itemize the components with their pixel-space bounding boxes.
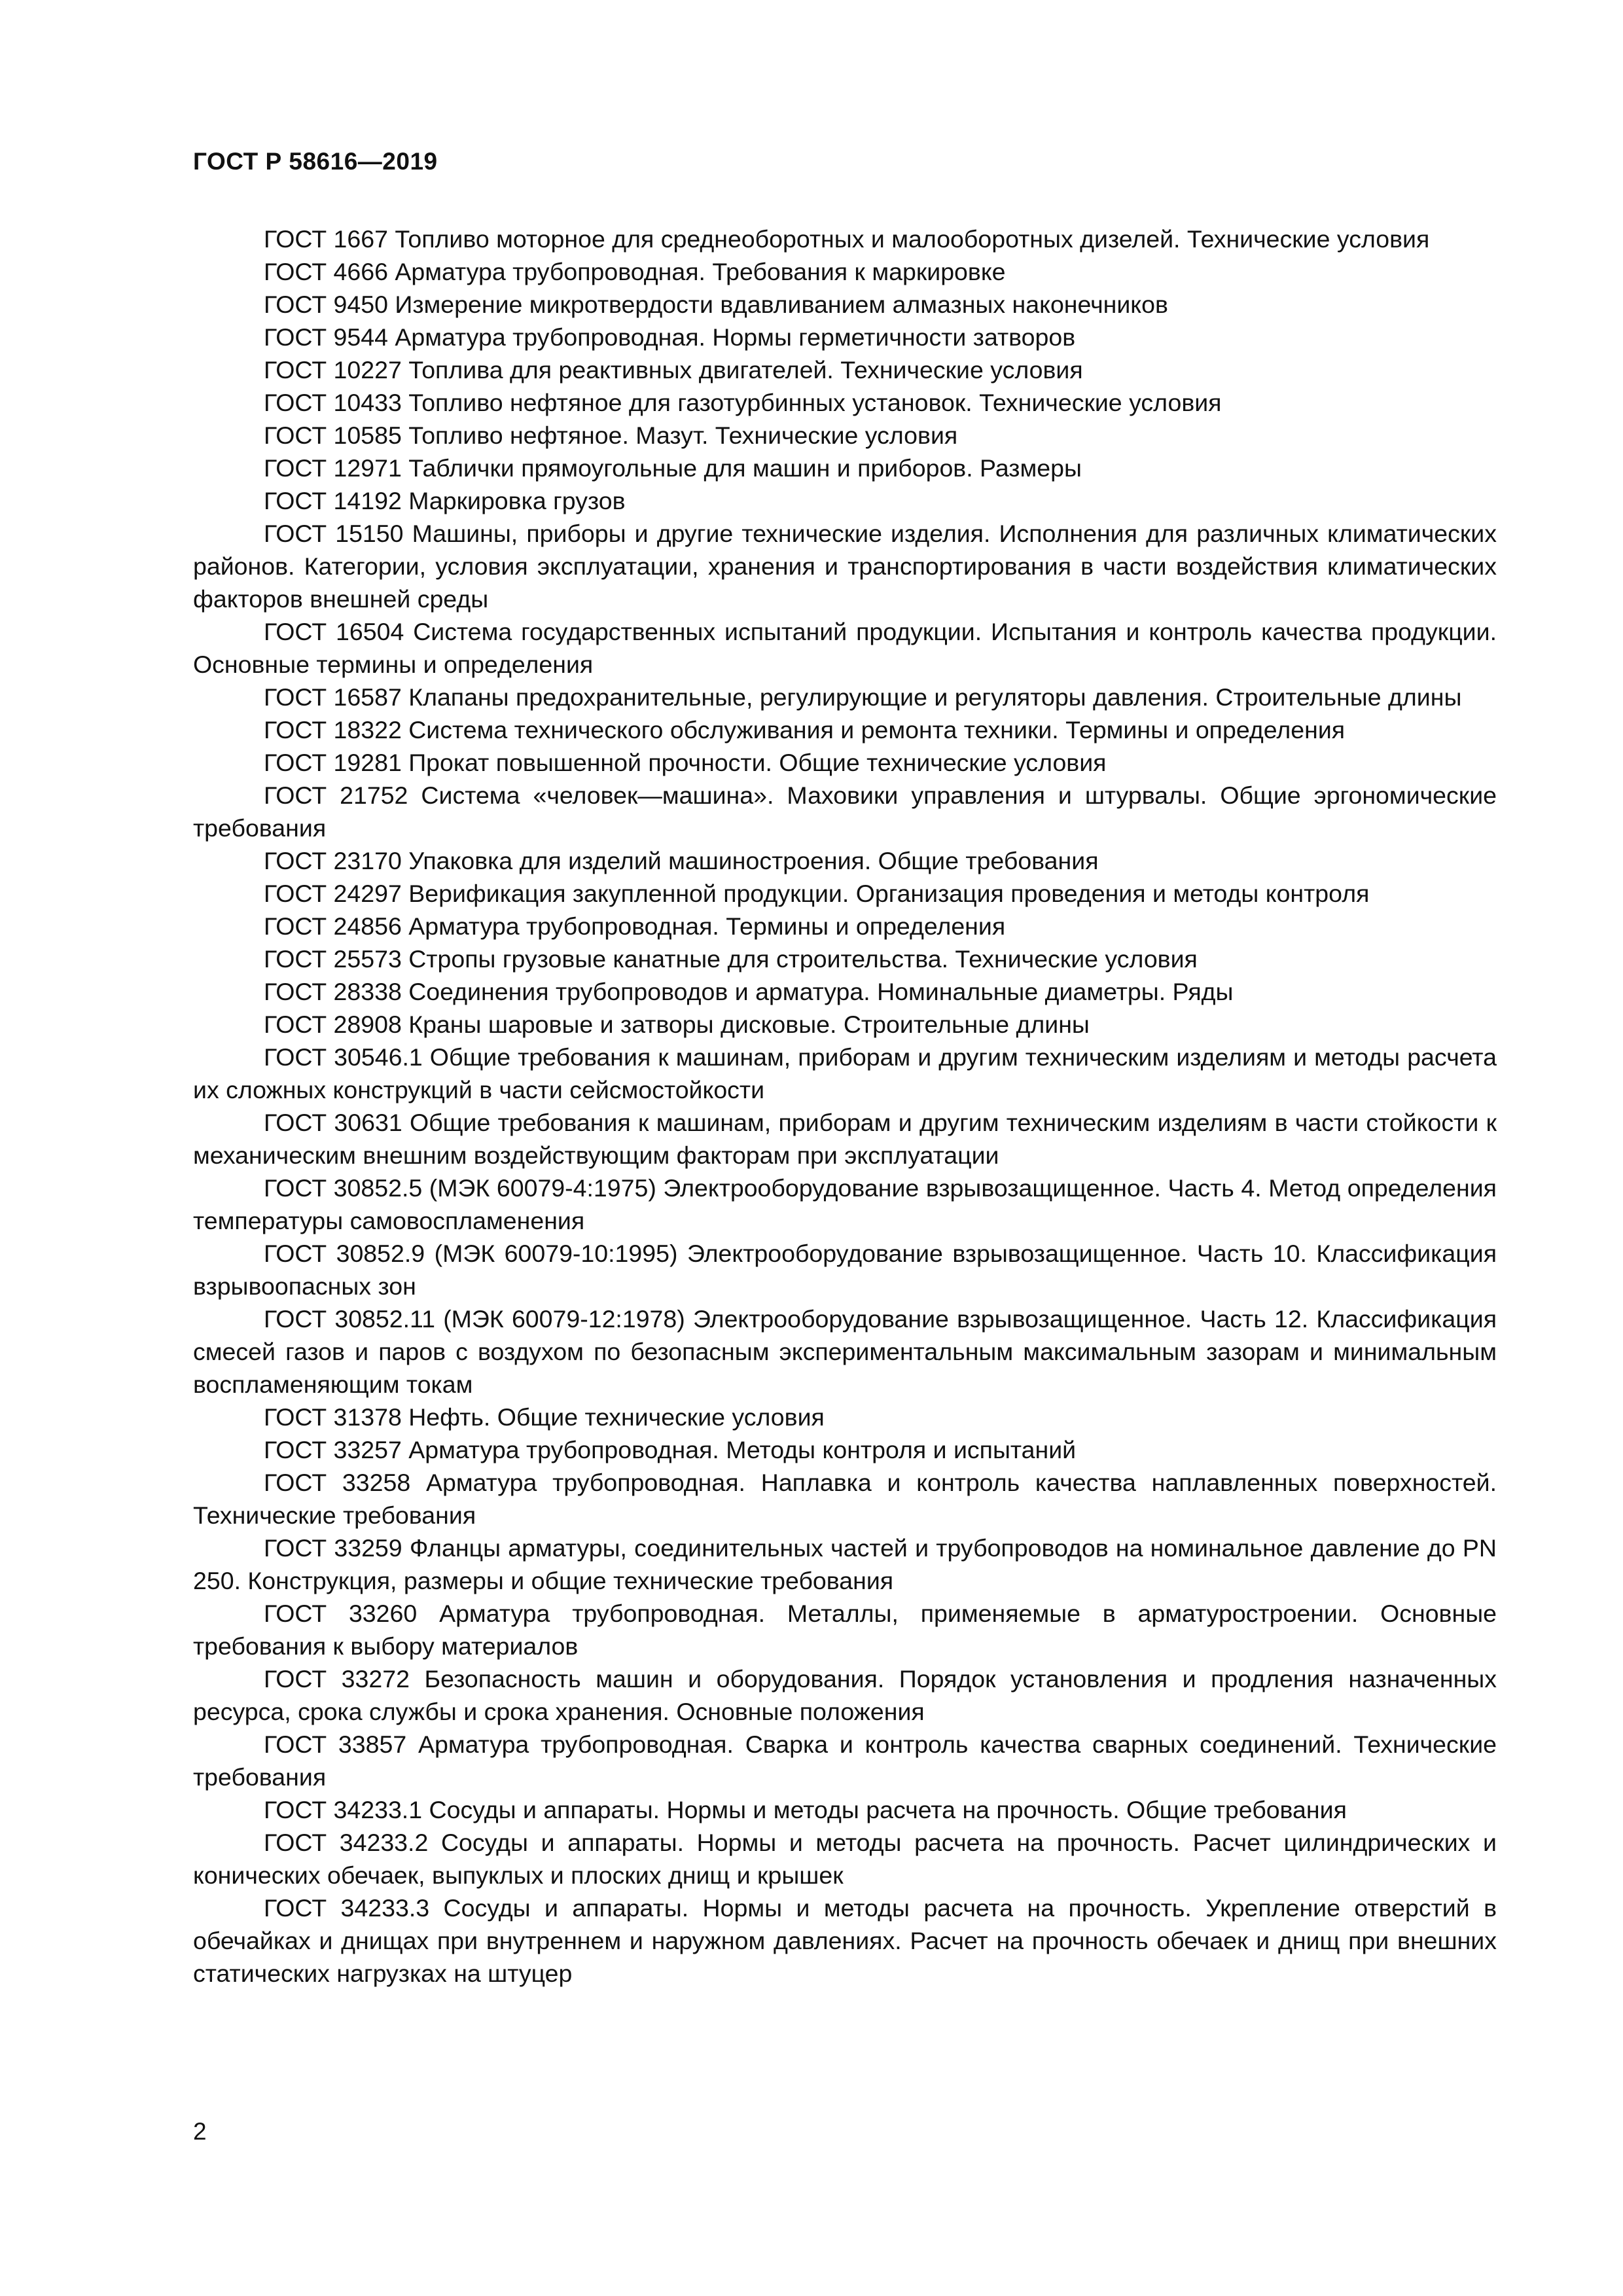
- reference-item: ГОСТ 34233.2 Сосуды и аппараты. Нормы и методы расчета на прочность. Расчет цилиндрических и конических обечаек, выпуклых и плоских днищ и крышек: [193, 1829, 1497, 1889]
- reference-item: ГОСТ 30852.5 (МЭК 60079-4:1975) Электрооборудование взрывозащищенное. Часть 4. Метод определения температуры самовоспламенения: [193, 1174, 1497, 1234]
- reference-item: ГОСТ 18322 Система технического обслуживания и ремонта техники. Термины и определения: [264, 716, 1346, 744]
- reference-item: ГОСТ 31378 Нефть. Общие технические условия: [264, 1403, 825, 1431]
- reference-item: ГОСТ 33257 Арматура трубопроводная. Методы контроля и испытаний: [264, 1436, 1077, 1463]
- reference-item: ГОСТ 28908 Краны шаровые и затворы дисковые. Строительные длины: [264, 1011, 1090, 1038]
- reference-item: ГОСТ 10227 Топлива для реактивных двигателей. Технические условия: [264, 356, 1083, 384]
- document-header: ГОСТ Р 58616—2019: [193, 148, 438, 175]
- reference-item: ГОСТ 9544 Арматура трубопроводная. Нормы герметичности затворов: [264, 323, 1076, 351]
- reference-item: ГОСТ 23170 Упаковка для изделий машиностроения. Общие требования: [264, 847, 1099, 874]
- reference-item: ГОСТ 30852.9 (МЭК 60079-10:1995) Электрооборудование взрывозащищенное. Часть 10. Классификация взрывоопасных зон: [193, 1240, 1497, 1300]
- reference-item: ГОСТ 10585 Топливо нефтяное. Мазут. Технические условия: [264, 422, 958, 449]
- reference-item: ГОСТ 33260 Арматура трубопроводная. Металлы, применяемые в арматуростроении. Основные требования к выбору материалов: [193, 1600, 1497, 1660]
- reference-item: ГОСТ 33857 Арматура трубопроводная. Сварка и контроль качества сварных соединений. Технические требования: [193, 1731, 1497, 1791]
- reference-item: ГОСТ 9450 Измерение микротвердости вдавливанием алмазных наконечников: [264, 291, 1168, 318]
- reference-item: ГОСТ 30852.11 (МЭК 60079-12:1978) Электрооборудование взрывозащищенное. Часть 12. Классификация смесей газов и паров с воздухом по безопасным экспериментальным максимальным зазорам и минимальным воспламеняющим токам: [193, 1305, 1497, 1398]
- reference-item: ГОСТ 15150 Машины, приборы и другие технические изделия. Исполнения для различных климатических районов. Категории, условия эксплуатации, хранения и транспортирования в части воздействия климатических факторов внешней среды: [193, 520, 1497, 613]
- reference-item: ГОСТ 34233.3 Сосуды и аппараты. Нормы и методы расчета на прочность. Укрепление отверстий в обечайках и днищах при внутреннем и наружном давлениях. Расчет на прочность обечаек и днищ при внешних статических нагрузках на штуцер: [193, 1894, 1497, 1987]
- reference-item: ГОСТ 16587 Клапаны предохранительные, регулирующие и регуляторы давления. Строительные длины: [264, 683, 1462, 711]
- reference-item: ГОСТ 33258 Арматура трубопроводная. Наплавка и контроль качества наплавленных поверхностей. Технические требования: [193, 1469, 1497, 1529]
- normative-references-list: [193, 223, 1497, 1990]
- reference-item: ГОСТ 30631 Общие требования к машинам, приборам и другим техническим изделиям в части стойкости к механическим внешним воздействующим факторам при эксплуатации: [193, 1109, 1497, 1169]
- reference-item: ГОСТ 24297 Верификация закупленной продукции. Организация проведения и методы контроля: [264, 880, 1370, 907]
- reference-item: ГОСТ 14192 Маркировка грузов: [264, 487, 626, 514]
- reference-item: ГОСТ 19281 Прокат повышенной прочности. Общие технические условия: [264, 749, 1107, 776]
- reference-item: ГОСТ 16504 Система государственных испытаний продукции. Испытания и контроль качества продукции. Основные термины и определения: [193, 618, 1497, 678]
- reference-item: ГОСТ 33259 Фланцы арматуры, соединительных частей и трубопроводов на номинальное давление до PN 250. Конструкция, размеры и общие технические требования: [193, 1534, 1497, 1594]
- reference-item: ГОСТ 21752 Система «человек—машина». Маховики управления и штурвалы. Общие эргономические требования: [193, 781, 1497, 842]
- reference-item: ГОСТ 1667 Топливо моторное для среднеоборотных и малооборотных дизелей. Технические условия: [264, 225, 1430, 253]
- reference-item: ГОСТ 28338 Соединения трубопроводов и арматура. Номинальные диаметры. Ряды: [264, 978, 1234, 1005]
- reference-item: ГОСТ 33272 Безопасность машин и оборудования. Порядок установления и продления назначенных ресурса, срока службы и срока хранения. Основные положения: [193, 1665, 1497, 1725]
- reference-item: ГОСТ 25573 Стропы грузовые канатные для строительства. Технические условия: [264, 945, 1198, 973]
- reference-item: ГОСТ 4666 Арматура трубопроводная. Требования к маркировке: [264, 258, 1006, 285]
- reference-item: ГОСТ 10433 Топливо нефтяное для газотурбинных установок. Технические условия: [264, 389, 1222, 416]
- reference-item: ГОСТ 12971 Таблички прямоугольные для машин и приборов. Размеры: [264, 454, 1082, 482]
- page-number: 2: [193, 2118, 207, 2145]
- reference-item: ГОСТ 24856 Арматура трубопроводная. Термины и определения: [264, 912, 1006, 940]
- reference-item: ГОСТ 34233.1 Сосуды и аппараты. Нормы и методы расчета на прочность. Общие требования: [264, 1796, 1347, 1823]
- reference-item: ГОСТ 30546.1 Общие требования к машинам, приборам и другим техническим изделиям и методы расчета их сложных конструкций в части сейсмостойкости: [193, 1043, 1497, 1103]
